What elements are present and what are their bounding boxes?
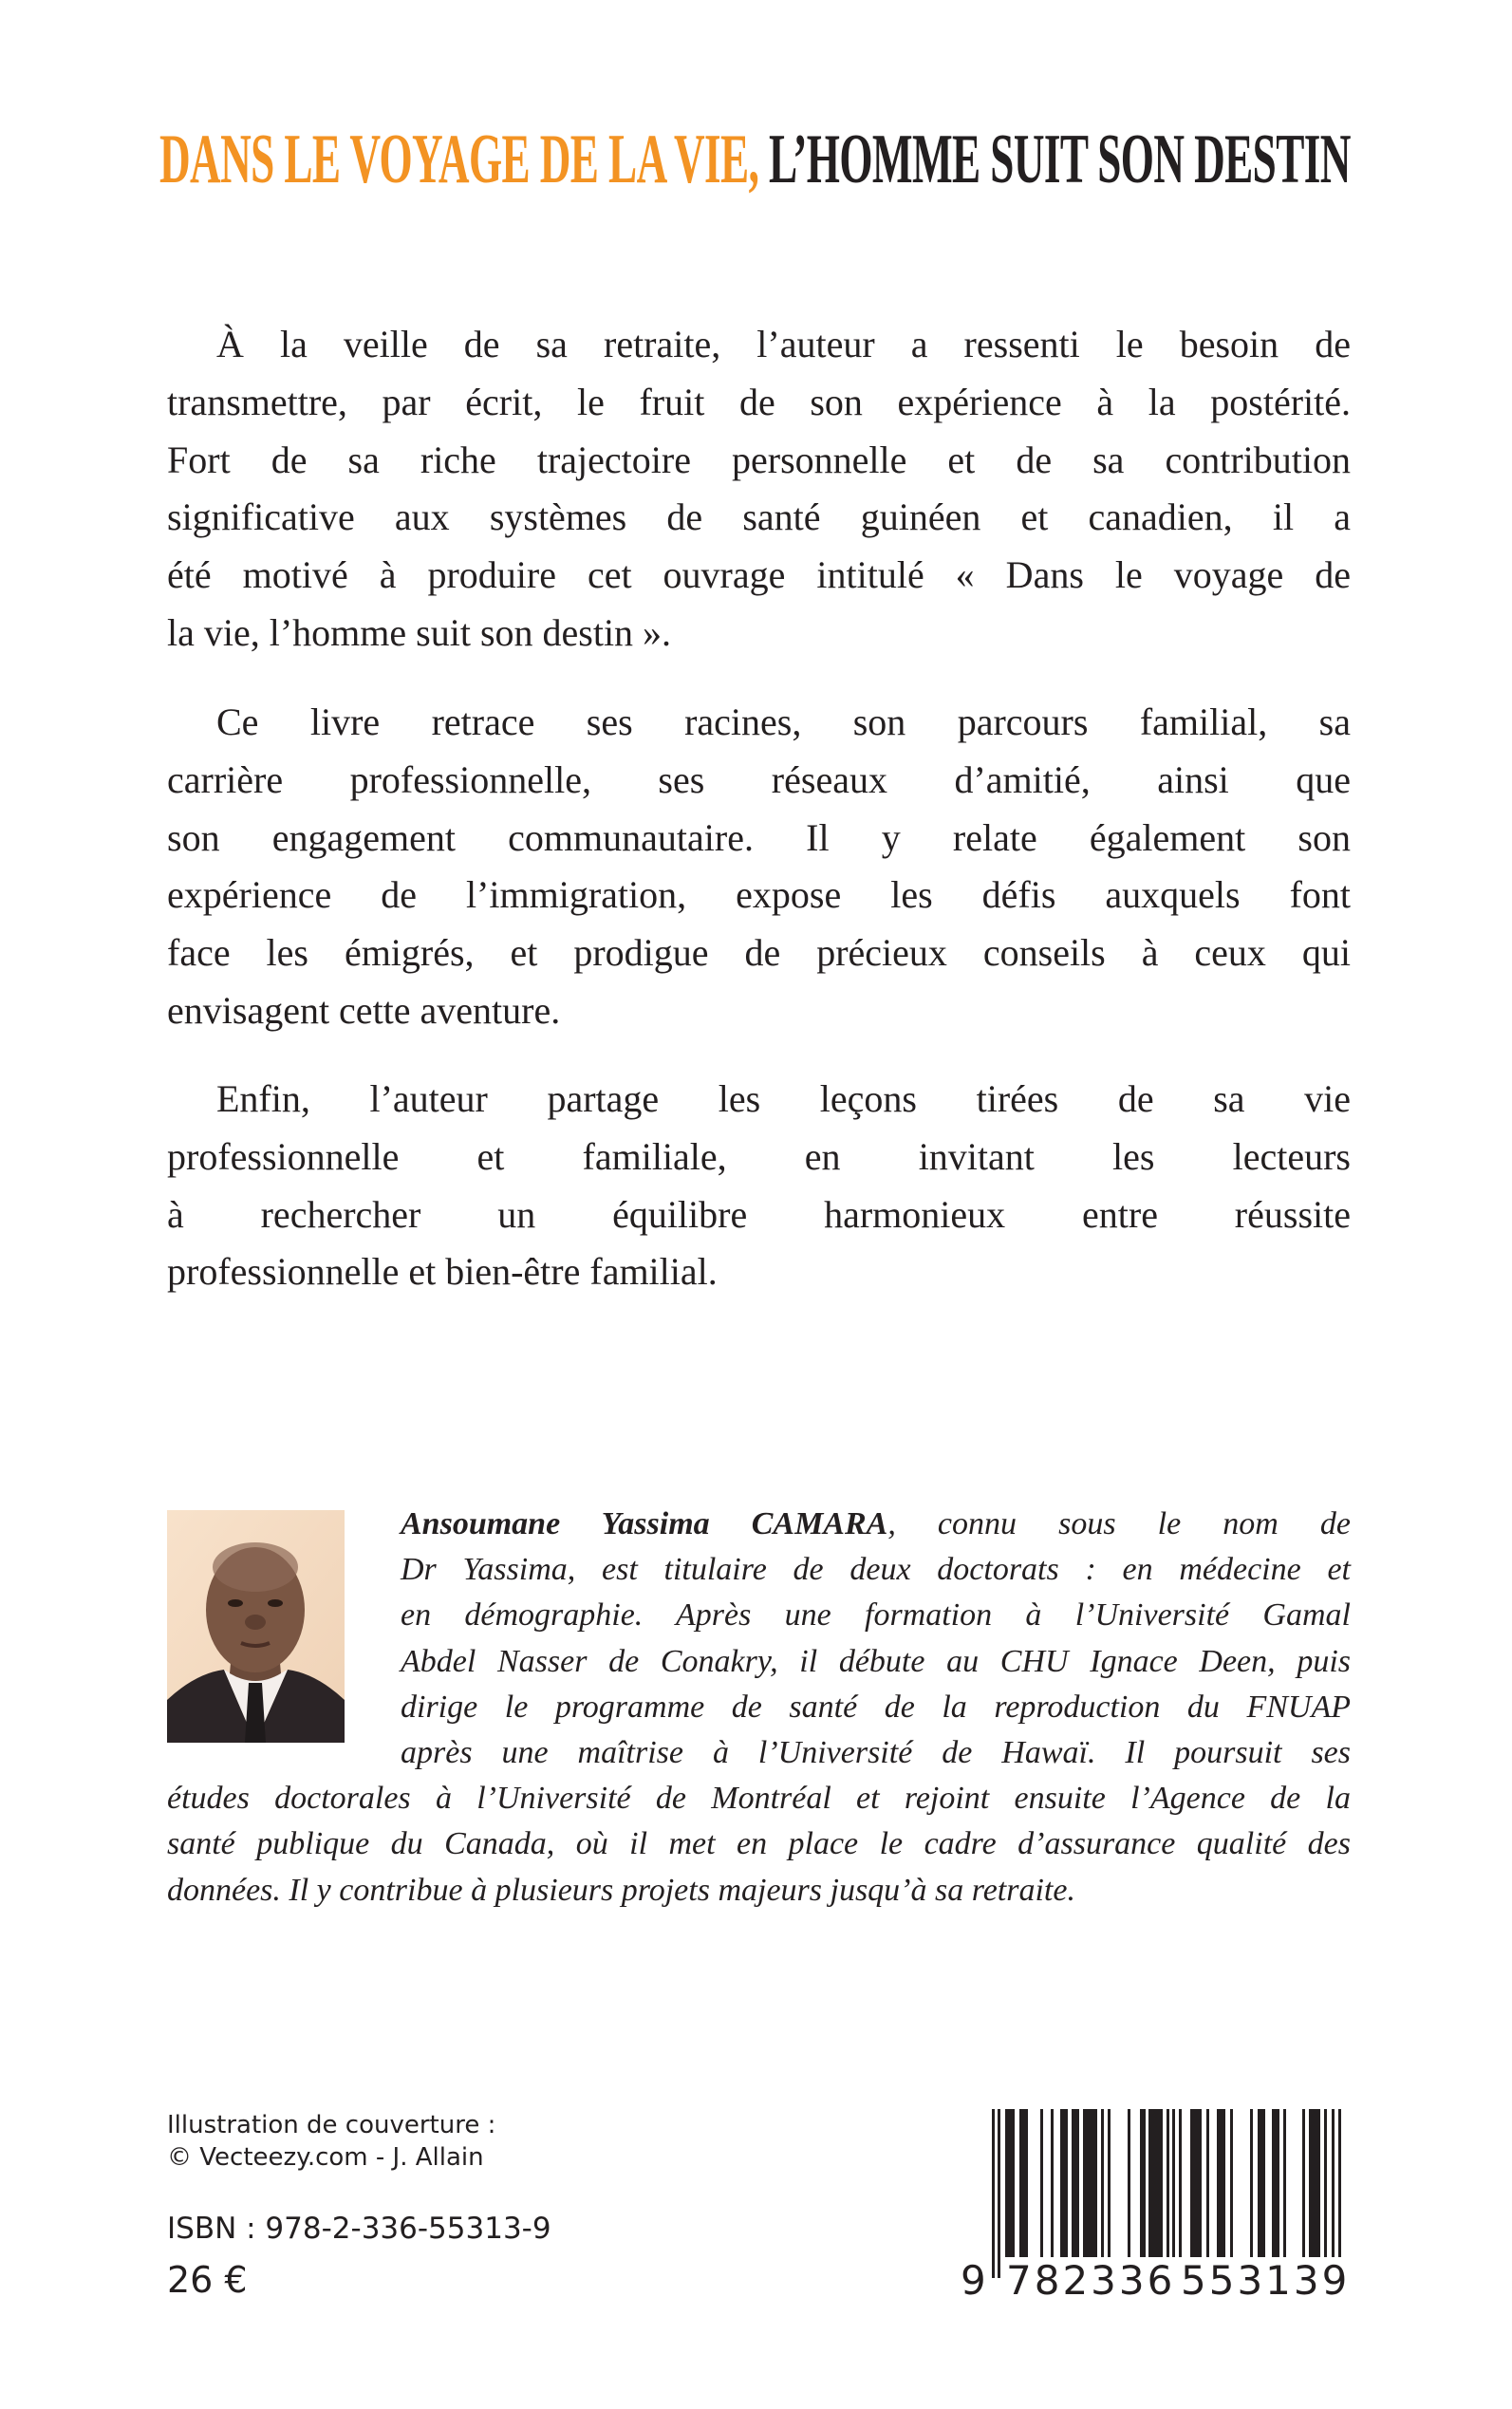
text-line: face les émigrés, et prodigue de précieux conseils à ceux qui [167,931,1351,975]
blurb-paragraph-1 [167,316,1351,663]
bio-line: Abdel Nasser de Conakry, il débute au CHU Ignace Deen, puis [401,1643,1351,1679]
barcode-right-group: 553139 [1181,2257,1351,2304]
bio-line: données. Il y contribue à plusieurs projets majeurs jusqu’à sa retraite. [167,1872,1075,1908]
barcode-left-group: 782336 [1006,2257,1176,2304]
bio-line: études doctorales à l’Université de Montréal et rejoint ensuite l’Agence de la [167,1781,1351,1817]
title-accent-part: DANS LE VOYAGE DE LA VIE, [159,121,759,198]
text-line: professionnelle et bien-être familial. [167,1250,718,1294]
text-line: Fort de sa riche trajectoire personnelle et de sa contribution [167,438,1351,481]
bio-line: Ansoumane Yassima CAMARA, connu sous le nom de [401,1506,1351,1541]
text-line: expérience de l’immigration, expose les défis auxquels font [167,873,1351,917]
price-label: 26 € [167,2259,248,2301]
text-line: envisagent cette aventure. [167,988,561,1032]
credit-source: © Vecteezy.com - J. Allain [167,2143,484,2172]
author-bio [167,1502,1351,1914]
text-line: à rechercher un équilibre harmonieux entre réussite [167,1192,1351,1236]
isbn-label: ISBN : 978-2-336-55313-9 [167,2212,551,2246]
text-line: Ce livre retrace ses racines, son parcours familial, sa [216,700,1351,743]
text-line: À la veille de sa retraite, l’auteur a ressenti le besoin de [216,323,1351,365]
text-line: carrière professionnelle, ses réseaux d’amitié, ainsi que [167,757,1351,801]
text-line: la vie, l’homme suit son destin ». [167,610,672,654]
text-line: transmettre, par écrit, le fruit de son expérience à la postérité. [167,380,1351,423]
bio-line: dirige le programme de santé de la reproduction du FNUAP [401,1689,1351,1725]
bio-line: santé publique du Canada, où il met en place le cadre d’assurance qualité des [167,1826,1351,1862]
bio-line: Dr Yassima, est titulaire de deux doctorats : en médecine et [401,1552,1351,1588]
author-name: Ansoumane Yassima CAMARA [401,1506,888,1541]
barcode-first-digit: 9 [961,2257,986,2304]
text-line: professionnelle et familiale, en invitant les lecteurs [167,1134,1351,1178]
bio-line: après une maîtrise à l’Université de Hawaï. Il poursuit ses [401,1735,1351,1771]
blurb-paragraph-3 [167,1071,1351,1301]
text-line: été motivé à produire cet ouvrage intitulé « Dans le voyage de [167,553,1351,597]
text-line: Enfin, l’auteur partage les leçons tirées de sa vie [216,1077,1351,1120]
barcode-number [959,2257,1357,2305]
text-line: son engagement communautaire. Il y relate également son [167,815,1351,859]
cover-illustration-credit [167,2109,495,2174]
credit-label: Illustration de couverture : [167,2111,496,2139]
blurb-paragraph-2 [167,694,1351,1040]
book-title [159,121,1351,197]
bio-line: en démographie. Après une formation à l’Université Gamal [401,1597,1351,1634]
title-main-part: L’HOMME SUIT SON DESTIN [758,121,1351,198]
text-line: significative aux systèmes de santé guinéen et canadien, il a [167,495,1351,539]
